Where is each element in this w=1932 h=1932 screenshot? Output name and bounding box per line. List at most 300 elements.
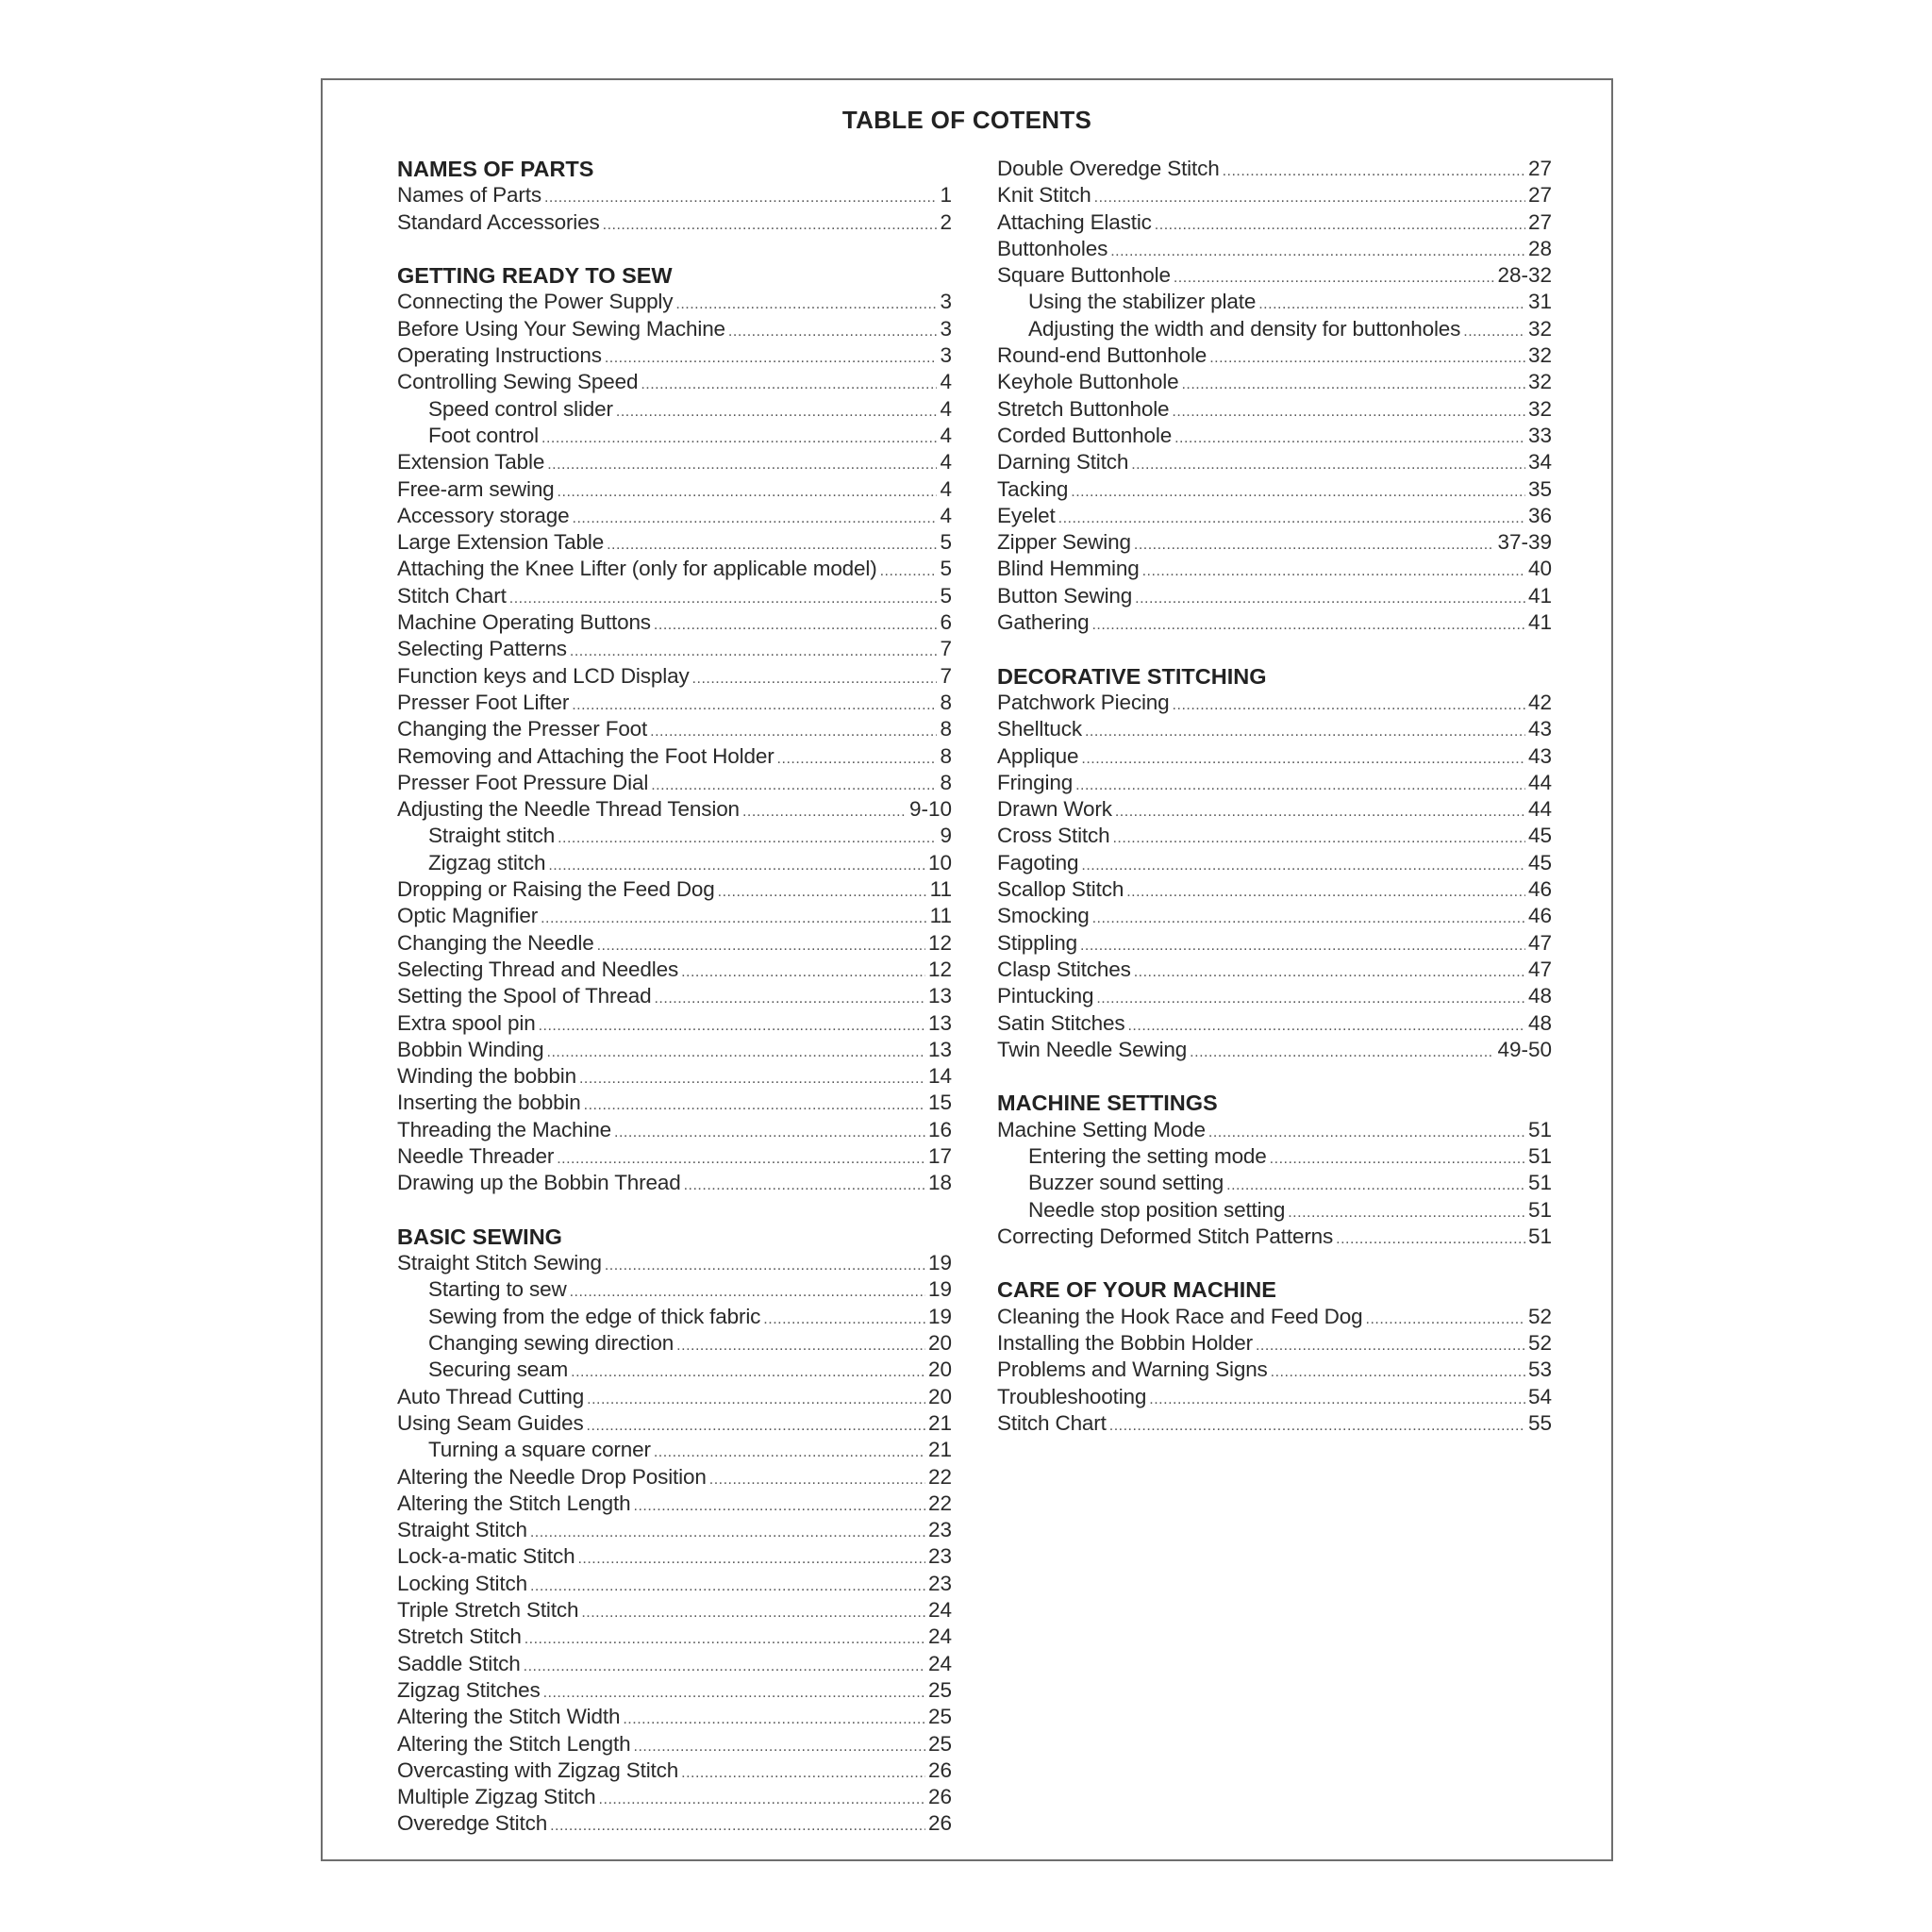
toc-entry bbox=[397, 1624, 952, 1650]
entry-page-number: 12 bbox=[927, 957, 952, 981]
entry-page-number: 35 bbox=[1527, 476, 1552, 501]
dot-leader bbox=[1110, 239, 1525, 265]
dot-leader bbox=[1174, 265, 1495, 291]
toc-entry bbox=[397, 1063, 952, 1090]
dot-leader bbox=[603, 212, 938, 239]
toc-entry bbox=[997, 503, 1552, 529]
toc-subentry bbox=[397, 1437, 952, 1463]
entry-label: Extra spool pin bbox=[397, 1010, 536, 1035]
entry-label: Entering the setting mode bbox=[1028, 1143, 1267, 1168]
entry-label: Turning a square corner bbox=[428, 1438, 651, 1462]
entry-label: Stippling bbox=[997, 930, 1077, 955]
entry-page-number: 25 bbox=[927, 1705, 952, 1729]
entry-label: Correcting Deformed Stitch Patterns bbox=[997, 1224, 1334, 1248]
entry-label: Sewing from the edge of thick fabric bbox=[428, 1304, 761, 1328]
entry-label: Changing the Needle bbox=[397, 930, 594, 955]
entry-label: Lock-a-matic Stitch bbox=[397, 1544, 575, 1569]
dot-leader bbox=[675, 291, 937, 318]
entry-label: Drawn Work bbox=[997, 797, 1112, 822]
toc-entry bbox=[397, 1143, 952, 1170]
toc-entry bbox=[997, 1117, 1552, 1143]
entry-label: Button Sewing bbox=[997, 583, 1133, 608]
toc-entry bbox=[397, 1170, 952, 1196]
entry-page-number: 4 bbox=[940, 503, 952, 527]
dot-leader bbox=[1190, 1040, 1494, 1066]
section-heading: GETTING READY TO SEW bbox=[397, 263, 673, 289]
entry-page-number: 25 bbox=[927, 1677, 952, 1702]
entry-page-number: 22 bbox=[927, 1464, 952, 1489]
document-page bbox=[321, 78, 1613, 1861]
toc-subentry bbox=[397, 1304, 952, 1330]
dot-leader bbox=[1181, 372, 1525, 398]
dot-leader bbox=[1366, 1307, 1525, 1333]
dot-leader bbox=[1094, 185, 1525, 211]
dot-leader bbox=[557, 1146, 925, 1173]
toc-entry bbox=[397, 1731, 952, 1757]
entry-label: Function keys and LCD Display bbox=[397, 663, 690, 688]
toc-entry bbox=[397, 1651, 952, 1677]
dot-leader bbox=[558, 479, 938, 506]
entry-label: Before Using Your Sewing Machine bbox=[397, 316, 725, 341]
entry-label: Accessory storage bbox=[397, 503, 570, 527]
dot-leader bbox=[654, 612, 938, 639]
entry-label: Applique bbox=[997, 743, 1079, 768]
entry-label: Operating Instructions bbox=[397, 343, 602, 368]
entry-label: Twin Needle Sewing bbox=[997, 1037, 1188, 1061]
entry-page-number: 54 bbox=[1527, 1384, 1552, 1408]
dot-leader bbox=[634, 1734, 925, 1760]
section-heading: NAMES OF PARTS bbox=[397, 157, 594, 181]
entry-label: Stitch Chart bbox=[397, 583, 507, 608]
toc-entry bbox=[397, 289, 952, 315]
entry-page-number: 48 bbox=[1527, 1010, 1552, 1035]
entry-page-number: 52 bbox=[1527, 1304, 1552, 1328]
toc-subentry bbox=[397, 423, 952, 449]
dot-leader bbox=[1172, 399, 1525, 425]
entry-label: Changing sewing direction bbox=[428, 1331, 675, 1356]
toc-entry bbox=[997, 903, 1552, 929]
entry-label: Fringing bbox=[997, 770, 1074, 794]
entry-page-number: 43 bbox=[1527, 743, 1552, 768]
toc-entry bbox=[397, 663, 952, 690]
entry-label: Patchwork Piecing bbox=[997, 690, 1170, 714]
entry-page-number: 4 bbox=[940, 450, 952, 475]
dot-leader bbox=[570, 639, 938, 665]
entry-label: Connecting the Power Supply bbox=[397, 290, 674, 314]
toc-subentry bbox=[997, 1170, 1552, 1196]
entry-page-number: 7 bbox=[940, 663, 952, 688]
toc-entry bbox=[997, 182, 1552, 208]
entry-label: Standard Accessories bbox=[397, 209, 600, 234]
toc-entry bbox=[997, 1010, 1552, 1037]
toc-entry bbox=[397, 556, 952, 582]
dot-leader bbox=[728, 319, 938, 345]
entry-label: Selecting Thread and Needles bbox=[397, 957, 679, 981]
dot-leader bbox=[634, 1493, 925, 1520]
toc-entry bbox=[397, 1757, 952, 1784]
entry-label: Altering the Needle Drop Position bbox=[397, 1464, 707, 1489]
entry-label: Gathering bbox=[997, 610, 1090, 635]
section-spacer bbox=[397, 1197, 952, 1224]
entry-page-number: 51 bbox=[1527, 1171, 1552, 1195]
toc-entry bbox=[397, 529, 952, 556]
toc-entry bbox=[997, 957, 1552, 983]
entry-label: Straight stitch bbox=[428, 824, 556, 848]
entry-page-number: 51 bbox=[1527, 1143, 1552, 1168]
entry-label: Satin Stitches bbox=[997, 1010, 1125, 1035]
dot-leader bbox=[1209, 345, 1525, 372]
entry-page-number: 32 bbox=[1527, 343, 1552, 368]
entry-label: Altering the Stitch Length bbox=[397, 1491, 631, 1515]
entry-page-number: 27 bbox=[1527, 183, 1552, 208]
entry-page-number: 53 bbox=[1527, 1357, 1552, 1382]
entry-page-number: 34 bbox=[1527, 450, 1552, 475]
toc-subentry bbox=[997, 1143, 1552, 1170]
entry-label: Machine Setting Mode bbox=[997, 1117, 1206, 1141]
toc-entry bbox=[997, 850, 1552, 876]
section-heading: MACHINE SETTINGS bbox=[997, 1091, 1218, 1116]
entry-page-number: 32 bbox=[1527, 316, 1552, 341]
entry-page-number: 42 bbox=[1527, 690, 1552, 714]
entry-label: Overcasting with Zigzag Stitch bbox=[397, 1757, 679, 1782]
entry-page-number: 4 bbox=[940, 423, 952, 447]
entry-page-number: 5 bbox=[940, 557, 952, 581]
toc-entry bbox=[997, 876, 1552, 903]
dot-leader bbox=[1081, 746, 1525, 773]
entry-label: Round-end Buttonhole bbox=[997, 343, 1208, 368]
dot-leader bbox=[1155, 212, 1525, 239]
toc-entry bbox=[397, 796, 952, 823]
entry-label: Speed control slider bbox=[428, 396, 613, 421]
entry-page-number: 52 bbox=[1527, 1331, 1552, 1356]
dot-leader bbox=[709, 1467, 925, 1493]
dot-leader bbox=[654, 1440, 925, 1466]
dot-leader bbox=[581, 1600, 925, 1626]
entry-page-number: 23 bbox=[927, 1571, 952, 1595]
dot-leader bbox=[524, 1654, 925, 1680]
toc-entry bbox=[997, 1037, 1552, 1063]
entry-page-number: 55 bbox=[1527, 1410, 1552, 1435]
toc-entry bbox=[397, 1410, 952, 1437]
dot-leader bbox=[641, 372, 937, 398]
entry-page-number: 4 bbox=[940, 476, 952, 501]
dot-leader bbox=[1085, 719, 1525, 745]
toc-entry bbox=[397, 1543, 952, 1570]
entry-page-number: 7 bbox=[940, 637, 952, 661]
toc-entry bbox=[997, 556, 1552, 582]
toc-subentry bbox=[397, 396, 952, 423]
entry-label: Straight Stitch bbox=[397, 1518, 527, 1542]
toc-entry bbox=[997, 449, 1552, 475]
entry-page-number: 1 bbox=[940, 183, 952, 208]
dot-leader bbox=[558, 825, 937, 852]
entry-label: Scallop Stitch bbox=[997, 877, 1124, 902]
dot-leader bbox=[605, 345, 938, 372]
entry-label: Zigzag stitch bbox=[428, 850, 546, 874]
toc-entry bbox=[397, 930, 952, 957]
toc-entry bbox=[997, 396, 1552, 423]
toc-entry bbox=[997, 476, 1552, 503]
entry-label: Altering the Stitch Width bbox=[397, 1705, 621, 1729]
entry-label: Using Seam Guides bbox=[397, 1410, 584, 1435]
entry-label: Clasp Stitches bbox=[997, 957, 1131, 981]
toc-entry bbox=[397, 209, 952, 236]
toc-entry bbox=[397, 342, 952, 369]
toc-entry bbox=[997, 529, 1552, 556]
dot-leader bbox=[763, 1307, 925, 1333]
dot-leader bbox=[681, 1760, 925, 1787]
dot-leader bbox=[587, 1387, 925, 1413]
dot-leader bbox=[654, 986, 924, 1012]
entry-label: Presser Foot Pressure Dial bbox=[397, 770, 649, 794]
entry-label: Buttonholes bbox=[997, 236, 1108, 260]
entry-page-number: 3 bbox=[940, 316, 952, 341]
entry-label: Installing the Bobbin Holder bbox=[997, 1331, 1253, 1356]
entry-label: Using the stabilizer plate bbox=[1028, 290, 1257, 314]
entry-page-number: 14 bbox=[927, 1064, 952, 1089]
toc-subentry bbox=[997, 1197, 1552, 1224]
entry-page-number: 41 bbox=[1527, 583, 1552, 608]
entry-label: Double Overedge Stitch bbox=[997, 157, 1220, 180]
entry-label: Setting the Spool of Thread bbox=[397, 984, 652, 1008]
entry-label: Overedge Stitch bbox=[397, 1811, 548, 1836]
dot-leader bbox=[1091, 612, 1525, 639]
dot-leader bbox=[1174, 425, 1525, 452]
entry-page-number: 26 bbox=[927, 1785, 952, 1809]
entry-page-number: 3 bbox=[940, 290, 952, 314]
entry-label: Saddle Stitch bbox=[397, 1651, 521, 1675]
dot-leader bbox=[1127, 1013, 1524, 1040]
toc-entry bbox=[397, 983, 952, 1009]
entry-page-number: 44 bbox=[1527, 797, 1552, 822]
dot-leader bbox=[571, 1359, 925, 1386]
entry-page-number: 15 bbox=[927, 1091, 952, 1115]
toc-entry bbox=[997, 423, 1552, 449]
entry-page-number: 45 bbox=[1527, 824, 1552, 848]
dot-leader bbox=[544, 185, 938, 211]
entry-page-number: 24 bbox=[927, 1624, 952, 1649]
entry-label: Cross Stitch bbox=[997, 824, 1110, 848]
entry-page-number: 51 bbox=[1527, 1197, 1552, 1222]
dot-leader bbox=[1081, 853, 1525, 879]
toc-entry bbox=[397, 1704, 952, 1730]
toc-entry bbox=[997, 262, 1552, 289]
dot-leader bbox=[1071, 479, 1525, 506]
entry-page-number: 26 bbox=[927, 1757, 952, 1782]
dot-leader bbox=[1270, 1146, 1525, 1173]
entry-label: Zigzag Stitches bbox=[397, 1677, 541, 1702]
entry-page-number: 11 bbox=[929, 877, 952, 902]
dot-leader bbox=[623, 1707, 925, 1733]
entry-label: Winding the bobbin bbox=[397, 1064, 576, 1089]
toc-entry bbox=[397, 1784, 952, 1810]
toc-entry bbox=[997, 1330, 1552, 1357]
toc-subentry bbox=[397, 1276, 952, 1303]
entry-label: Threading the Machine bbox=[397, 1117, 611, 1141]
entry-label: Attaching the Knee Lifter (only for applicable model) bbox=[397, 557, 877, 581]
toc-entry bbox=[397, 1571, 952, 1597]
entry-label: Buzzer sound setting bbox=[1028, 1171, 1224, 1195]
dot-leader bbox=[1075, 773, 1525, 799]
toc-column-left bbox=[397, 156, 952, 1838]
toc-entry bbox=[397, 636, 952, 662]
entry-label: Machine Operating Buttons bbox=[397, 610, 651, 635]
entry-label: Problems and Warning Signs bbox=[997, 1357, 1268, 1382]
dot-leader bbox=[684, 1173, 925, 1199]
entry-label: Drawing up the Bobbin Thread bbox=[397, 1171, 681, 1195]
toc-subentry bbox=[397, 850, 952, 876]
toc-entry bbox=[397, 609, 952, 636]
entry-page-number: 21 bbox=[927, 1410, 952, 1435]
entry-page-number: 17 bbox=[927, 1143, 952, 1168]
toc-entry bbox=[397, 1491, 952, 1517]
dot-leader bbox=[1208, 1120, 1525, 1146]
toc-entry bbox=[997, 796, 1552, 823]
entry-page-number: 13 bbox=[927, 984, 952, 1008]
entry-label: Knit Stitch bbox=[997, 183, 1091, 208]
entry-page-number: 37-39 bbox=[1497, 530, 1552, 555]
dot-leader bbox=[547, 1040, 925, 1066]
entry-page-number: 26 bbox=[927, 1811, 952, 1836]
dot-leader bbox=[1223, 158, 1525, 185]
dot-leader bbox=[1092, 906, 1525, 932]
entry-page-number: 16 bbox=[927, 1117, 952, 1141]
toc-entry bbox=[397, 182, 952, 208]
entry-label: Foot control bbox=[428, 423, 540, 447]
entry-page-number: 8 bbox=[940, 770, 952, 794]
toc-entry bbox=[997, 156, 1552, 182]
entry-page-number: 32 bbox=[1527, 370, 1552, 394]
toc-subentry bbox=[397, 1357, 952, 1383]
dot-leader bbox=[1115, 799, 1525, 825]
toc-entry bbox=[397, 369, 952, 395]
entry-page-number: 21 bbox=[927, 1438, 952, 1462]
dot-leader bbox=[547, 452, 937, 478]
entry-page-number: 33 bbox=[1527, 423, 1552, 447]
section-spacer bbox=[997, 1250, 1552, 1276]
entry-label: Selecting Patterns bbox=[397, 637, 567, 661]
toc-entry bbox=[997, 1224, 1552, 1250]
dot-leader bbox=[681, 959, 925, 986]
toc-entry bbox=[997, 609, 1552, 636]
dot-leader bbox=[525, 1626, 925, 1653]
toc-entry bbox=[397, 770, 952, 796]
toc-entry bbox=[997, 743, 1552, 770]
toc-entry bbox=[997, 1357, 1552, 1383]
entry-label: Attaching Elastic bbox=[997, 209, 1152, 234]
toc-entry bbox=[997, 690, 1552, 716]
toc-entry bbox=[397, 449, 952, 475]
toc-entry bbox=[397, 1384, 952, 1410]
entry-page-number: 36 bbox=[1527, 503, 1552, 527]
entry-label: Stitch Chart bbox=[997, 1410, 1107, 1435]
entry-label: Changing the Presser Foot bbox=[397, 717, 648, 741]
toc-entry bbox=[997, 1304, 1552, 1330]
toc-entry bbox=[997, 930, 1552, 957]
toc-entry bbox=[397, 716, 952, 742]
entry-label: Removing and Attaching the Foot Holder bbox=[397, 743, 774, 768]
dot-leader bbox=[541, 425, 937, 452]
entry-page-number: 3 bbox=[940, 343, 952, 368]
dot-leader bbox=[1096, 986, 1525, 1012]
entry-page-number: 12 bbox=[927, 930, 952, 955]
toc-entry bbox=[997, 1410, 1552, 1437]
entry-label: Multiple Zigzag Stitch bbox=[397, 1785, 596, 1809]
toc-subentry bbox=[397, 1330, 952, 1357]
dot-leader bbox=[539, 1013, 925, 1040]
entry-label: Controlling Sewing Speed bbox=[397, 370, 639, 394]
entry-label: Shelltuck bbox=[997, 717, 1082, 741]
entry-page-number: 22 bbox=[927, 1491, 952, 1515]
entry-label: Extension Table bbox=[397, 450, 545, 475]
entry-page-number: 8 bbox=[940, 690, 952, 714]
entry-label: Zipper Sewing bbox=[997, 530, 1131, 555]
entry-label: Inserting the bobbin bbox=[397, 1091, 581, 1115]
entry-page-number: 27 bbox=[1527, 157, 1552, 180]
dot-leader bbox=[1226, 1173, 1525, 1199]
toc-entry bbox=[397, 1010, 952, 1037]
entry-page-number: 19 bbox=[927, 1251, 952, 1275]
dot-leader bbox=[1142, 558, 1525, 585]
entry-page-number: 20 bbox=[927, 1331, 952, 1356]
section-spacer bbox=[397, 236, 952, 262]
section-heading: DECORATIVE STITCHING bbox=[997, 663, 1267, 689]
dot-leader bbox=[1131, 452, 1525, 478]
toc-entry bbox=[997, 236, 1552, 262]
toc-entry bbox=[997, 1384, 1552, 1410]
entry-label: Needle stop position setting bbox=[1028, 1197, 1286, 1222]
dot-leader bbox=[1149, 1387, 1525, 1413]
dot-leader bbox=[605, 1253, 925, 1279]
entry-page-number: 19 bbox=[927, 1304, 952, 1328]
entry-label: Troubleshooting bbox=[997, 1384, 1147, 1408]
entry-label: Smocking bbox=[997, 904, 1090, 928]
entry-label: Optic Magnifier bbox=[397, 904, 539, 928]
entry-page-number: 47 bbox=[1527, 930, 1552, 955]
page-title: TABLE OF COTENTS bbox=[841, 106, 1092, 134]
entry-page-number: 8 bbox=[940, 743, 952, 768]
dot-leader bbox=[572, 692, 937, 719]
dot-leader bbox=[1173, 692, 1525, 719]
dot-leader bbox=[530, 1574, 925, 1600]
entry-page-number: 10 bbox=[927, 850, 952, 874]
dot-leader bbox=[650, 719, 937, 745]
entry-label: Names of Parts bbox=[397, 183, 541, 208]
entry-page-number: 11 bbox=[929, 904, 952, 928]
entry-page-number: 49-50 bbox=[1497, 1037, 1552, 1061]
dot-leader bbox=[616, 399, 938, 425]
toc-entry bbox=[397, 1677, 952, 1704]
entry-label: Cleaning the Hook Race and Feed Dog bbox=[997, 1304, 1363, 1328]
toc-entry bbox=[397, 476, 952, 503]
entry-label: Eyelet bbox=[997, 503, 1056, 527]
entry-label: Tacking bbox=[997, 476, 1069, 501]
entry-page-number: 25 bbox=[927, 1731, 952, 1756]
entry-label: Adjusting the width and density for buttonholes bbox=[1028, 316, 1461, 341]
entry-label: Adjusting the Needle Thread Tension bbox=[397, 797, 740, 822]
entry-page-number: 32 bbox=[1527, 396, 1552, 421]
entry-page-number: 51 bbox=[1527, 1117, 1552, 1141]
entry-page-number: 45 bbox=[1527, 850, 1552, 874]
toc-entry bbox=[397, 1117, 952, 1143]
dot-leader bbox=[1135, 586, 1525, 612]
dot-leader bbox=[597, 933, 925, 959]
toc-subentry bbox=[997, 289, 1552, 315]
dot-leader bbox=[541, 906, 927, 932]
entry-label: Blind Hemming bbox=[997, 557, 1140, 581]
entry-label: Free-arm sewing bbox=[397, 476, 555, 501]
entry-page-number: 43 bbox=[1527, 717, 1552, 741]
